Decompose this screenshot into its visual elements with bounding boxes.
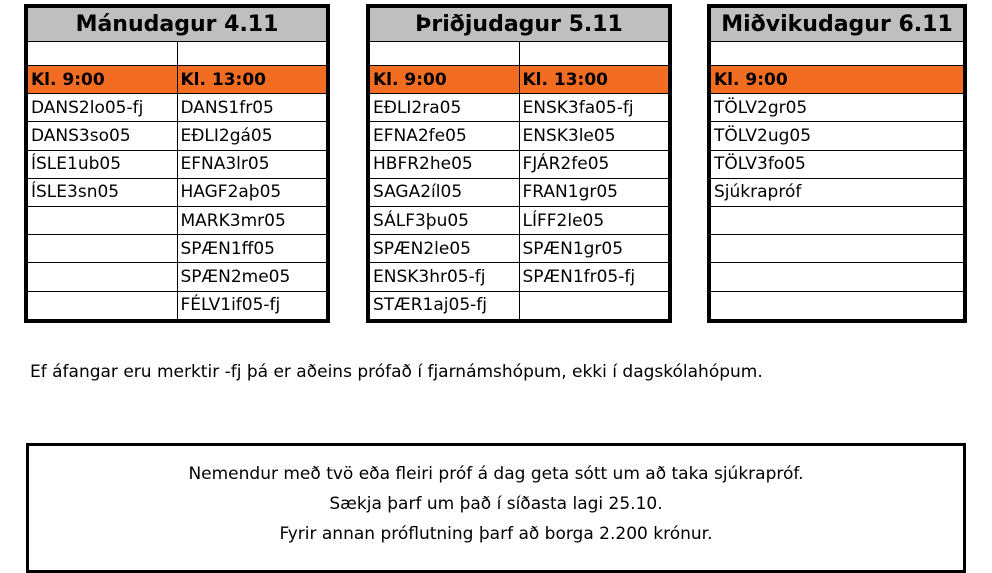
table-row xyxy=(711,206,964,234)
table-row: TÖLV3fo05 xyxy=(711,150,964,178)
info-line: Sækja þarf um það í síðasta lagi 25.10. xyxy=(329,494,663,514)
table-row: SAGA2íl05 FRAN1gr05 xyxy=(370,178,669,206)
table-row: TÖLV2ug05 xyxy=(711,122,964,150)
remote-study-note: Ef áfangar eru merktir -fj þá er aðeins prófað í fjarnámshópum, ekki í dagskólahópum. xyxy=(30,362,763,382)
table-row: HBFR2he05 FJÁR2fe05 xyxy=(370,150,669,178)
table-row: STÆR1aj05-fj xyxy=(370,291,669,319)
table-row: ENSK3hr05-fj SPÆN1fr05-fj xyxy=(370,263,669,291)
monday-slot-afternoon: Kl. 13:00 xyxy=(177,66,327,94)
table-row xyxy=(711,291,964,319)
wednesday-title: Miðvikudagur 6.11 xyxy=(711,8,964,42)
table-row: SPÆN1ff05 xyxy=(28,235,327,263)
table-row: MARK3mr05 xyxy=(28,206,327,234)
wednesday-schedule xyxy=(707,4,967,323)
table-row: SÁLF3þu05 LÍFF2le05 xyxy=(370,206,669,234)
monday-slot-morning: Kl. 9:00 xyxy=(28,66,178,94)
info-box xyxy=(26,443,966,573)
tuesday-slot-afternoon: Kl. 13:00 xyxy=(519,66,669,94)
table-row: Sjúkrapróf xyxy=(711,178,964,206)
table-row: ÍSLE1ub05 EFNA3lr05 xyxy=(28,150,327,178)
table-row: EFNA2fe05 ENSK3le05 xyxy=(370,122,669,150)
info-line: Fyrir annan próflutning þarf að borga 2.200 krónur. xyxy=(279,524,713,544)
table-row: SPÆN2le05 SPÆN1gr05 xyxy=(370,235,669,263)
table-row: ÍSLE3sn05 HAGF2aþ05 xyxy=(28,178,327,206)
tuesday-title: Þriðjudagur 5.11 xyxy=(370,8,669,42)
table-row: FÉLV1if05-fj xyxy=(28,291,327,319)
table-row: DANS3so05 EÐLI2gá05 xyxy=(28,122,327,150)
table-row: SPÆN2me05 xyxy=(28,263,327,291)
table-row xyxy=(711,263,964,291)
table-row xyxy=(711,235,964,263)
table-row: TÖLV2gr05 xyxy=(711,94,964,122)
info-line: Nemendur með tvö eða fleiri próf á dag geta sótt um að taka sjúkrapróf. xyxy=(188,464,804,484)
table-row: DANS2lo05-fj DANS1fr05 xyxy=(28,94,327,122)
wednesday-slot-morning: Kl. 9:00 xyxy=(711,66,964,94)
tuesday-schedule xyxy=(366,4,672,323)
monday-title: Mánudagur 4.11 xyxy=(28,8,327,42)
monday-schedule xyxy=(24,4,330,323)
table-row: EÐLI2ra05 ENSK3fa05-fj xyxy=(370,94,669,122)
tuesday-slot-morning: Kl. 9:00 xyxy=(370,66,520,94)
